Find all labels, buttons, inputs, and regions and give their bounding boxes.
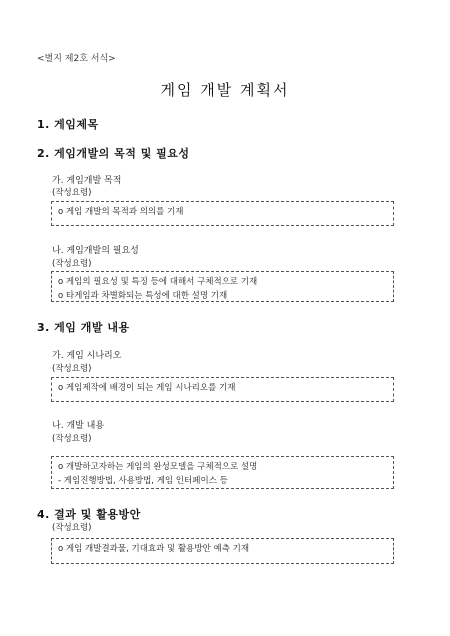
writing-guide-note: (작성요령) bbox=[52, 188, 92, 198]
form-label: <별지 제2호 서식> bbox=[37, 54, 116, 64]
subsection-title-2b: 나. 게임개발의 필요성 bbox=[52, 246, 139, 256]
guide-line: o 게임 개발결과물, 기대효과 및 활용방안 예측 기재 bbox=[58, 544, 250, 554]
subsection-title-3b: 나. 개발 내용 bbox=[52, 421, 105, 431]
guide-box-2b bbox=[51, 271, 394, 302]
section-heading-3: 3. 게임 개발 내용 bbox=[37, 321, 130, 334]
guide-line: o 타게임과 차별화되는 특성에 대한 설명 기재 bbox=[58, 291, 228, 301]
guide-line: o 게임의 필요성 및 특징 등에 대해서 구체적으로 기재 bbox=[58, 277, 258, 287]
writing-guide-note: (작성요령) bbox=[52, 523, 92, 533]
guide-line: o 개발하고자하는 게임의 완성모델을 구체적으로 설명 bbox=[58, 462, 258, 472]
guide-box-2a bbox=[51, 201, 394, 226]
writing-guide-note: (작성요령) bbox=[52, 434, 92, 444]
guide-line: - 게임진행방법, 사용방법, 게임 인터페이스 등 bbox=[58, 476, 228, 486]
guide-box-3b bbox=[51, 456, 394, 489]
subsection-title-2a: 가. 게임개발 목적 bbox=[52, 176, 122, 186]
section-heading-2: 2. 게임개발의 목적 및 필요성 bbox=[37, 147, 190, 160]
writing-guide-note: (작성요령) bbox=[52, 364, 92, 374]
writing-guide-note: (작성요령) bbox=[52, 259, 92, 269]
guide-line: o 게임 개발의 목적과 의의를 기재 bbox=[58, 207, 184, 217]
guide-line: o 게임제작에 배경이 되는 게임 시나리오를 기재 bbox=[58, 383, 236, 393]
section-heading-4: 4. 결과 및 활용방안 bbox=[37, 508, 141, 521]
subsection-title-3a: 가. 게임 시나리오 bbox=[52, 351, 122, 361]
section-heading-1: 1. 게임제목 bbox=[37, 118, 99, 131]
guide-box-3a bbox=[51, 377, 394, 402]
document-title: 게임 개발 계획서 bbox=[160, 81, 290, 99]
guide-box-4 bbox=[51, 538, 394, 564]
